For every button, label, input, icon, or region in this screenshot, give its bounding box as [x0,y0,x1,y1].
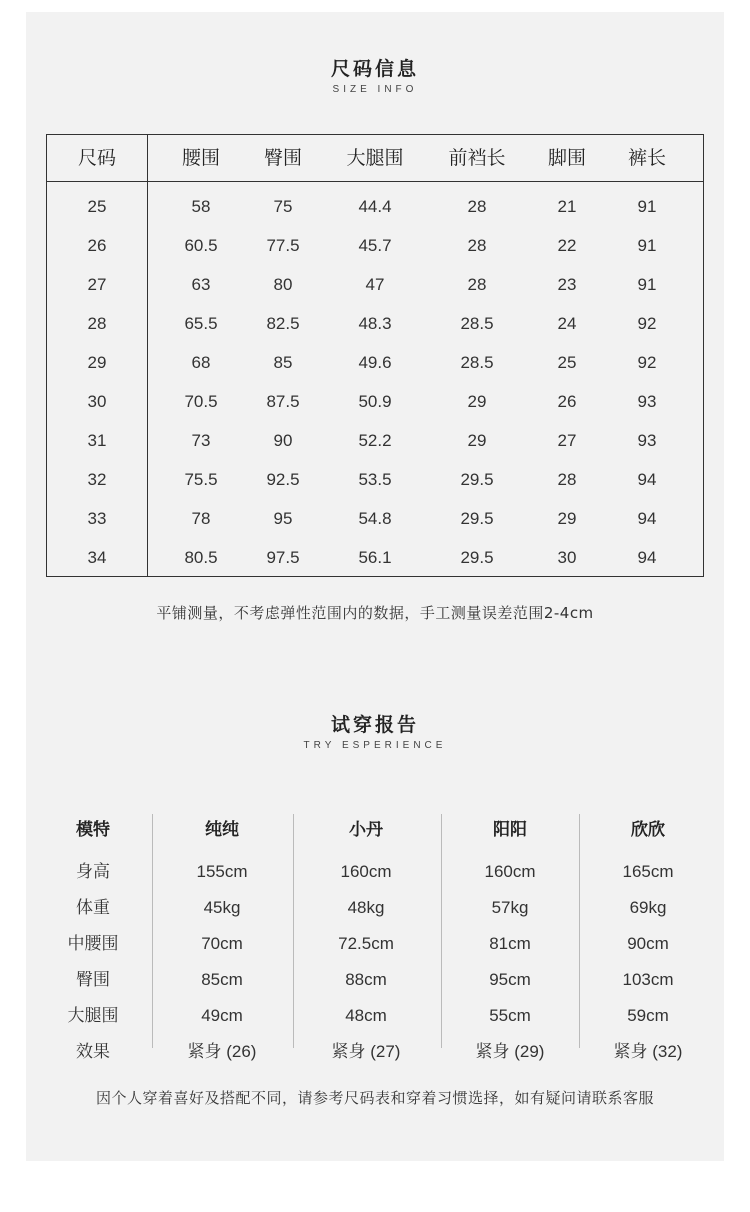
try-row-label: 大腿围 [67,1006,119,1026]
size-cell: 28.5 [460,314,494,333]
try-cell: 45kg [203,898,241,917]
try-row-label: 身高 [76,862,110,882]
size-cell: 22 [557,236,577,255]
size-table-row [47,265,703,304]
size-cell: 25 [557,353,577,372]
try-cell: 55cm [489,1006,531,1025]
size-cell: 21 [557,197,577,216]
try-table-column-divider [579,814,580,1048]
size-table-row [47,460,703,499]
try-table-row [26,962,724,998]
size-cell: 29.5 [460,509,494,528]
size-table [46,134,704,577]
size-table-row [47,421,703,460]
try-header-cell: 纯纯 [205,820,239,839]
try-row-label: 中腰围 [67,934,119,954]
size-cell: 82.5 [266,314,300,333]
try-cell: 49cm [201,1006,243,1025]
size-cell: 34 [87,548,107,567]
try-table-column-divider [293,814,294,1048]
size-cell: 92 [637,353,657,372]
try-row-label: 体重 [76,898,110,918]
size-table-row [47,382,703,421]
size-cell: 27 [557,431,577,450]
size-cell: 50.9 [358,392,392,411]
size-cell: 70.5 [184,392,218,411]
size-cell: 90 [273,431,293,450]
size-cell: 75 [273,197,293,216]
size-table-row [47,226,703,265]
content-panel [26,12,724,1161]
try-cell: 88cm [345,970,387,989]
try-table-row [26,854,724,890]
try-header-cell: 欣欣 [631,820,665,839]
size-cell: 91 [637,197,657,216]
try-table-row [26,1034,724,1070]
size-cell: 28 [557,470,577,489]
size-cell: 26 [557,392,577,411]
size-header-cell: 腰围 [181,147,220,169]
size-cell: 24 [557,314,577,333]
try-cell: 紧身 (27) [331,1042,401,1061]
size-cell: 87.5 [266,392,300,411]
try-cell: 57kg [491,898,529,917]
try-header-cell: 小丹 [349,820,383,839]
size-table-header-row [47,135,703,174]
size-cell: 77.5 [266,236,300,255]
size-table-row [47,187,703,226]
try-table-row [26,998,724,1034]
size-cell: 27 [87,275,107,294]
size-cell: 63 [191,275,211,294]
try-cell: 90cm [627,934,669,953]
size-cell: 54.8 [358,509,392,528]
size-cell: 75.5 [184,470,218,489]
size-cell: 85 [273,353,293,372]
size-cell: 60.5 [184,236,218,255]
size-cell: 29.5 [460,548,494,567]
size-cell: 68 [191,353,211,372]
size-table-row [47,499,703,538]
try-report-note: 因个人穿着喜好及搭配不同，请参考尺码表和穿着习惯选择，如有疑问请联系客服 [95,1089,654,1107]
size-cell: 97.5 [266,548,300,567]
try-header-cell: 模特 [76,820,110,839]
size-cell: 93 [637,392,657,411]
size-cell: 29 [557,509,577,528]
try-cell: 紧身 (29) [475,1042,545,1061]
try-report-title: 试穿报告 [330,714,419,736]
size-cell: 29 [467,431,487,450]
try-report-subtitle: TRY ESPERIENCE [303,740,447,751]
size-info-subtitle: SIZE INFO [332,84,418,95]
size-cell: 29.5 [460,470,494,489]
try-cell: 72.5cm [338,934,394,953]
size-cell: 28 [467,236,487,255]
size-cell: 94 [637,548,657,567]
try-cell: 48kg [347,898,385,917]
size-table-row [47,304,703,343]
try-table-row [26,926,724,962]
size-header-cell: 尺码 [77,147,116,169]
size-cell: 32 [87,470,107,489]
size-header-cell: 裤长 [627,147,666,169]
size-header-cell: 前裆长 [448,147,506,169]
try-cell: 103cm [622,970,674,989]
size-cell: 91 [637,275,657,294]
size-cell: 91 [637,236,657,255]
size-cell: 95 [273,509,293,528]
try-cell: 165cm [622,862,674,881]
size-cell: 28 [467,197,487,216]
size-cell: 58 [191,197,211,216]
try-table-column-divider [152,814,153,1048]
size-table-header-divider [47,181,703,182]
try-cell: 紧身 (26) [187,1042,257,1061]
size-cell: 28.5 [460,353,494,372]
size-table-row [47,343,703,382]
size-cell: 52.2 [358,431,392,450]
size-cell: 25 [87,197,107,216]
size-cell: 56.1 [358,548,392,567]
size-cell: 48.3 [358,314,392,333]
try-cell: 85cm [201,970,243,989]
size-cell: 80.5 [184,548,218,567]
size-header-cell: 大腿围 [346,147,404,169]
try-cell: 48cm [345,1006,387,1025]
size-cell: 31 [87,431,107,450]
try-cell: 160cm [340,862,392,881]
try-row-label: 效果 [76,1042,110,1062]
size-header-cell: 臀围 [263,147,302,169]
size-cell: 65.5 [184,314,218,333]
size-cell: 78 [191,509,211,528]
size-cell: 28 [467,275,487,294]
size-cell: 26 [87,236,107,255]
size-table-row [47,538,703,577]
size-info-title: 尺码信息 [330,58,419,80]
size-cell: 33 [87,509,107,528]
try-cell: 155cm [196,862,248,881]
size-cell: 73 [191,431,211,450]
size-header-cell: 脚围 [547,147,586,169]
size-cell: 45.7 [358,236,392,255]
try-cell: 紧身 (32) [613,1042,683,1061]
size-cell: 30 [557,548,577,567]
try-cell: 69kg [629,898,667,917]
try-row-label: 臀围 [76,970,110,990]
size-cell: 94 [637,509,657,528]
size-cell: 53.5 [358,470,392,489]
size-cell: 92 [637,314,657,333]
size-cell: 28 [87,314,107,333]
try-cell: 81cm [489,934,531,953]
size-cell: 93 [637,431,657,450]
size-cell: 29 [467,392,487,411]
size-info-note: 平铺测量，不考虑弹性范围内的数据，手工测量误差范围2-4cm [156,604,594,622]
try-header-cell: 阳阳 [493,820,527,839]
size-cell: 47 [365,275,385,294]
try-table-column-divider [441,814,442,1048]
size-cell: 29 [87,353,107,372]
try-cell: 160cm [484,862,536,881]
size-cell: 23 [557,275,577,294]
size-cell: 49.6 [358,353,392,372]
size-cell: 44.4 [358,197,392,216]
size-cell: 30 [87,392,107,411]
try-cell: 70cm [201,934,243,953]
try-cell: 95cm [489,970,531,989]
try-table-header-row [26,812,724,848]
size-cell: 94 [637,470,657,489]
size-cell: 92.5 [266,470,300,489]
try-table-row [26,890,724,926]
try-cell: 59cm [627,1006,669,1025]
try-table [26,802,724,1062]
size-cell: 80 [273,275,293,294]
